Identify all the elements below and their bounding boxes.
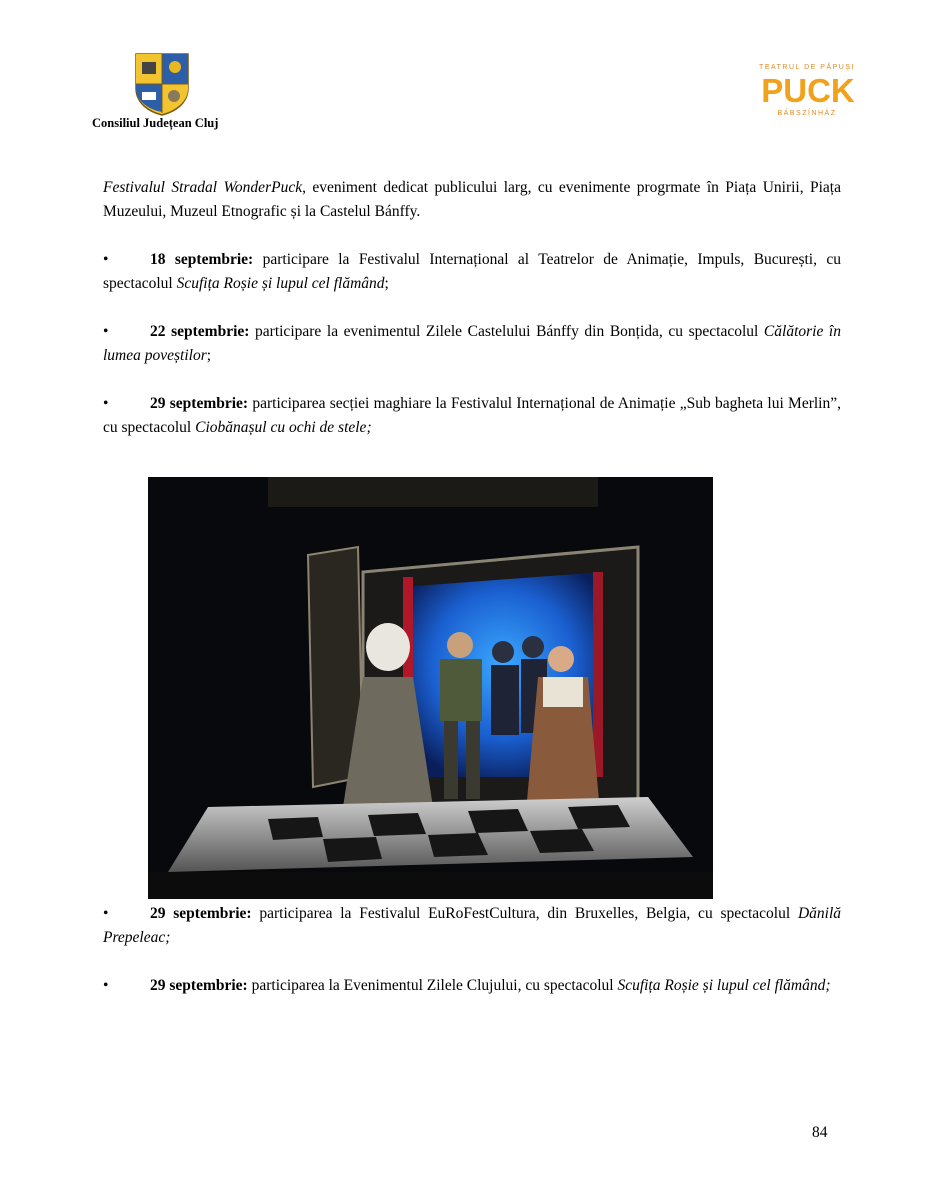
item-title: Scufița Roșie și lupul cel flămând [176, 275, 385, 292]
item-date: 22 septembrie: [150, 323, 250, 340]
item-date: 29 septembrie: [150, 905, 252, 922]
list-item [103, 974, 841, 998]
item-text: participarea la Evenimentul Zilele Clujului, cu spectacolul [247, 977, 618, 994]
list-item [103, 392, 841, 440]
intro-paragraph [103, 176, 841, 224]
item-date: 29 septembrie: [150, 977, 248, 994]
stage-performance-photo [148, 477, 713, 899]
bullet-icon: • [103, 251, 109, 268]
stage-photo-icon [148, 477, 713, 899]
document-body [103, 176, 841, 440]
bullet-icon: • [103, 977, 109, 994]
item-title: Călătorie în lumea poveștilor [103, 323, 841, 364]
bullet-icon: • [103, 323, 109, 340]
puck-logo-word: PUCK [761, 72, 855, 109]
item-title: Ciobănașul cu ochi de stele; [195, 419, 372, 436]
bullet-icon: • [103, 395, 109, 412]
puck-logo-bottom-text: BÁBSZÍNHÁZ [777, 110, 837, 117]
list-item [103, 902, 841, 950]
item-text: participare la Festivalul Internațional al Teatrelor de Animație, Impuls, București, cu spectacolul [103, 251, 841, 292]
puck-logo [752, 64, 862, 120]
puck-logo-top-text: TEATRUL DE PĂPUȘI [759, 64, 855, 71]
item-title: Scufița Roșie și lupul cel flămând; [617, 977, 831, 994]
intro-rest: , eveniment dedicat publicului larg, cu evenimente progrmate în Piața Unirii, Piața Muzeului, Muzeul Etnografic și la Castelul Bánffy. [103, 179, 841, 220]
item-tail: ; [206, 347, 212, 364]
item-tail: ; [384, 275, 389, 292]
list-item [103, 320, 841, 368]
document-body-continued [103, 902, 841, 998]
item-date: 29 septembrie: [150, 395, 249, 412]
county-crest-icon [134, 52, 190, 116]
intro-festival-name: Festivalul Stradal WonderPuck [103, 179, 303, 196]
item-text: participarea secției maghiare la Festivalul Internațional de Animație „Sub bagheta lui Merlin”, cu spectacolul [103, 395, 841, 436]
list-item [103, 248, 841, 296]
page-number: 84 [812, 1124, 828, 1141]
bullet-icon: • [103, 905, 109, 922]
item-text: participarea la Festivalul EuRoFestCultura, din Bruxelles, Belgia, cu spectacolul [251, 905, 798, 922]
item-date: 18 septembrie: [150, 251, 254, 268]
item-text: participare la evenimentul Zilele Castelului Bánffy din Bonțida, cu spectacolul [249, 323, 764, 340]
council-name: Consiliul Județean Cluj [92, 116, 219, 130]
item-title: Dănilă Prepeleac; [103, 905, 841, 946]
